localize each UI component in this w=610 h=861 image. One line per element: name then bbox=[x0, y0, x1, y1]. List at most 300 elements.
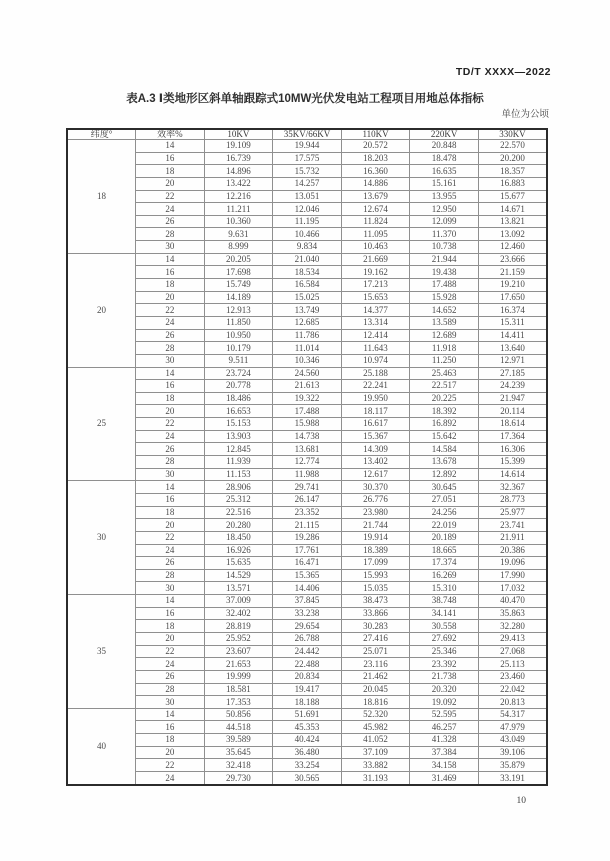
value-cell: 19.950 bbox=[341, 392, 410, 405]
table-header-row bbox=[67, 129, 547, 140]
table-row bbox=[67, 683, 547, 696]
efficiency-cell: 30 bbox=[136, 696, 205, 709]
efficiency-cell: 18 bbox=[136, 279, 205, 292]
value-cell: 28.773 bbox=[478, 493, 547, 506]
value-cell: 34.158 bbox=[410, 759, 479, 772]
value-cell: 15.161 bbox=[410, 177, 479, 190]
value-cell: 23.666 bbox=[478, 253, 547, 266]
value-cell: 37.109 bbox=[341, 746, 410, 759]
value-cell: 14.614 bbox=[478, 468, 547, 481]
value-cell: 11.643 bbox=[341, 342, 410, 355]
table-row bbox=[67, 772, 547, 785]
value-cell: 21.738 bbox=[410, 670, 479, 683]
value-cell: 24.239 bbox=[478, 380, 547, 393]
value-cell: 19.322 bbox=[273, 392, 342, 405]
table-row bbox=[67, 746, 547, 759]
value-cell: 27.051 bbox=[410, 493, 479, 506]
value-cell: 23.607 bbox=[204, 645, 273, 658]
efficiency-cell: 24 bbox=[136, 658, 205, 671]
value-cell: 21.115 bbox=[273, 519, 342, 532]
table-row bbox=[67, 165, 547, 178]
efficiency-cell: 14 bbox=[136, 253, 205, 266]
table-row bbox=[67, 228, 547, 241]
value-cell: 10.974 bbox=[341, 354, 410, 367]
value-cell: 30.283 bbox=[341, 620, 410, 633]
efficiency-cell: 20 bbox=[136, 746, 205, 759]
value-cell: 20.114 bbox=[478, 405, 547, 418]
value-cell: 18.614 bbox=[478, 418, 547, 431]
value-cell: 17.990 bbox=[478, 569, 547, 582]
value-cell: 12.099 bbox=[410, 215, 479, 228]
value-cell: 11.211 bbox=[204, 203, 273, 216]
value-cell: 38.473 bbox=[341, 595, 410, 608]
value-cell: 50.856 bbox=[204, 708, 273, 721]
value-cell: 18.188 bbox=[273, 696, 342, 709]
table-row bbox=[67, 506, 547, 519]
value-cell: 19.914 bbox=[341, 531, 410, 544]
value-cell: 35.879 bbox=[478, 759, 547, 772]
value-cell: 28.819 bbox=[204, 620, 273, 633]
value-cell: 10.346 bbox=[273, 354, 342, 367]
column-header-1: 效率% bbox=[136, 129, 205, 140]
value-cell: 20.778 bbox=[204, 380, 273, 393]
value-cell: 16.739 bbox=[204, 152, 273, 165]
column-header-5: 220KV bbox=[410, 129, 479, 140]
value-cell: 25.463 bbox=[410, 367, 479, 380]
latitude-cell: 18 bbox=[67, 140, 136, 254]
value-cell: 12.046 bbox=[273, 203, 342, 216]
efficiency-cell: 22 bbox=[136, 190, 205, 203]
table-row bbox=[67, 177, 547, 190]
efficiency-cell: 16 bbox=[136, 721, 205, 734]
value-cell: 16.471 bbox=[273, 557, 342, 570]
value-cell: 33.254 bbox=[273, 759, 342, 772]
value-cell: 18.581 bbox=[204, 683, 273, 696]
value-cell: 17.364 bbox=[478, 430, 547, 443]
value-cell: 23.352 bbox=[273, 506, 342, 519]
efficiency-cell: 14 bbox=[136, 140, 205, 153]
efficiency-cell: 22 bbox=[136, 645, 205, 658]
value-cell: 29.741 bbox=[273, 481, 342, 494]
value-cell: 12.617 bbox=[341, 468, 410, 481]
value-cell: 23.392 bbox=[410, 658, 479, 671]
value-cell: 16.617 bbox=[341, 418, 410, 431]
value-cell: 20.386 bbox=[478, 544, 547, 557]
value-cell: 28.906 bbox=[204, 481, 273, 494]
value-cell: 36.480 bbox=[273, 746, 342, 759]
value-cell: 41.052 bbox=[341, 734, 410, 747]
table-row bbox=[67, 392, 547, 405]
value-cell: 17.488 bbox=[273, 405, 342, 418]
efficiency-cell: 22 bbox=[136, 531, 205, 544]
value-cell: 18.478 bbox=[410, 152, 479, 165]
table-row bbox=[67, 203, 547, 216]
value-cell: 15.310 bbox=[410, 582, 479, 595]
value-cell: 40.470 bbox=[478, 595, 547, 608]
value-cell: 13.749 bbox=[273, 304, 342, 317]
value-cell: 10.179 bbox=[204, 342, 273, 355]
efficiency-cell: 28 bbox=[136, 683, 205, 696]
efficiency-cell: 16 bbox=[136, 380, 205, 393]
value-cell: 17.650 bbox=[478, 291, 547, 304]
table-row bbox=[67, 582, 547, 595]
efficiency-cell: 20 bbox=[136, 519, 205, 532]
value-cell: 15.642 bbox=[410, 430, 479, 443]
efficiency-cell: 22 bbox=[136, 304, 205, 317]
efficiency-cell: 22 bbox=[136, 418, 205, 431]
value-cell: 15.153 bbox=[204, 418, 273, 431]
table-row bbox=[67, 140, 547, 153]
table-row bbox=[67, 658, 547, 671]
value-cell: 17.761 bbox=[273, 544, 342, 557]
value-cell: 12.774 bbox=[273, 456, 342, 469]
value-cell: 12.460 bbox=[478, 241, 547, 254]
value-cell: 19.999 bbox=[204, 670, 273, 683]
column-header-3: 35KV/66KV bbox=[273, 129, 342, 140]
value-cell: 17.213 bbox=[341, 279, 410, 292]
value-cell: 16.926 bbox=[204, 544, 273, 557]
value-cell: 33.238 bbox=[273, 607, 342, 620]
value-cell: 22.241 bbox=[341, 380, 410, 393]
value-cell: 11.824 bbox=[341, 215, 410, 228]
value-cell: 32.418 bbox=[204, 759, 273, 772]
value-cell: 45.353 bbox=[273, 721, 342, 734]
value-cell: 15.311 bbox=[478, 316, 547, 329]
value-cell: 35.863 bbox=[478, 607, 547, 620]
value-cell: 20.813 bbox=[478, 696, 547, 709]
value-cell: 13.422 bbox=[204, 177, 273, 190]
value-cell: 39.589 bbox=[204, 734, 273, 747]
value-cell: 52.320 bbox=[341, 708, 410, 721]
value-cell: 26.147 bbox=[273, 493, 342, 506]
value-cell: 16.269 bbox=[410, 569, 479, 582]
value-cell: 30.565 bbox=[273, 772, 342, 785]
value-cell: 15.988 bbox=[273, 418, 342, 431]
efficiency-cell: 28 bbox=[136, 228, 205, 241]
value-cell: 13.051 bbox=[273, 190, 342, 203]
table-row bbox=[67, 456, 547, 469]
value-cell: 29.730 bbox=[204, 772, 273, 785]
table-row bbox=[67, 418, 547, 431]
value-cell: 26.788 bbox=[273, 632, 342, 645]
value-cell: 15.732 bbox=[273, 165, 342, 178]
value-cell: 11.918 bbox=[410, 342, 479, 355]
table-row bbox=[67, 531, 547, 544]
value-cell: 21.040 bbox=[273, 253, 342, 266]
efficiency-cell: 20 bbox=[136, 405, 205, 418]
value-cell: 13.640 bbox=[478, 342, 547, 355]
table-row bbox=[67, 380, 547, 393]
value-cell: 16.892 bbox=[410, 418, 479, 431]
table-head bbox=[67, 129, 547, 140]
value-cell: 27.185 bbox=[478, 367, 547, 380]
value-cell: 21.744 bbox=[341, 519, 410, 532]
value-cell: 14.406 bbox=[273, 582, 342, 595]
value-cell: 16.374 bbox=[478, 304, 547, 317]
value-cell: 43.049 bbox=[478, 734, 547, 747]
value-cell: 14.411 bbox=[478, 329, 547, 342]
value-cell: 20.848 bbox=[410, 140, 479, 153]
value-cell: 16.635 bbox=[410, 165, 479, 178]
value-cell: 21.613 bbox=[273, 380, 342, 393]
value-cell: 33.866 bbox=[341, 607, 410, 620]
value-cell: 23.741 bbox=[478, 519, 547, 532]
value-cell: 24.560 bbox=[273, 367, 342, 380]
value-cell: 18.392 bbox=[410, 405, 479, 418]
latitude-cell: 30 bbox=[67, 481, 136, 595]
unit-note: 单位为公顷 bbox=[501, 110, 549, 120]
efficiency-cell: 26 bbox=[136, 329, 205, 342]
efficiency-cell: 22 bbox=[136, 759, 205, 772]
value-cell: 15.928 bbox=[410, 291, 479, 304]
efficiency-cell: 30 bbox=[136, 241, 205, 254]
value-cell: 12.892 bbox=[410, 468, 479, 481]
value-cell: 21.653 bbox=[204, 658, 273, 671]
table-row bbox=[67, 759, 547, 772]
value-cell: 14.377 bbox=[341, 304, 410, 317]
table-row bbox=[67, 493, 547, 506]
value-cell: 41.328 bbox=[410, 734, 479, 747]
value-cell: 8.999 bbox=[204, 241, 273, 254]
value-cell: 15.653 bbox=[341, 291, 410, 304]
value-cell: 25.188 bbox=[341, 367, 410, 380]
efficiency-cell: 26 bbox=[136, 557, 205, 570]
value-cell: 12.950 bbox=[410, 203, 479, 216]
table-row bbox=[67, 708, 547, 721]
latitude-cell: 35 bbox=[67, 595, 136, 709]
value-cell: 20.189 bbox=[410, 531, 479, 544]
value-cell: 16.883 bbox=[478, 177, 547, 190]
value-cell: 18.486 bbox=[204, 392, 273, 405]
efficiency-cell: 16 bbox=[136, 266, 205, 279]
value-cell: 52.595 bbox=[410, 708, 479, 721]
value-cell: 9.511 bbox=[204, 354, 273, 367]
table-row bbox=[67, 291, 547, 304]
value-cell: 20.572 bbox=[341, 140, 410, 153]
efficiency-cell: 24 bbox=[136, 772, 205, 785]
value-cell: 21.159 bbox=[478, 266, 547, 279]
value-cell: 20.834 bbox=[273, 670, 342, 683]
value-cell: 16.653 bbox=[204, 405, 273, 418]
value-cell: 31.193 bbox=[341, 772, 410, 785]
value-cell: 21.947 bbox=[478, 392, 547, 405]
value-cell: 16.306 bbox=[478, 443, 547, 456]
efficiency-cell: 18 bbox=[136, 506, 205, 519]
table-row bbox=[67, 620, 547, 633]
table-body bbox=[67, 140, 547, 786]
table-row bbox=[67, 557, 547, 570]
value-cell: 45.982 bbox=[341, 721, 410, 734]
table-row bbox=[67, 696, 547, 709]
latitude-cell: 40 bbox=[67, 708, 136, 785]
value-cell: 15.367 bbox=[341, 430, 410, 443]
value-cell: 20.045 bbox=[341, 683, 410, 696]
efficiency-cell: 16 bbox=[136, 152, 205, 165]
value-cell: 14.529 bbox=[204, 569, 273, 582]
efficiency-cell: 14 bbox=[136, 367, 205, 380]
column-header-6: 330KV bbox=[478, 129, 547, 140]
value-cell: 30.370 bbox=[341, 481, 410, 494]
efficiency-cell: 18 bbox=[136, 392, 205, 405]
value-cell: 12.971 bbox=[478, 354, 547, 367]
efficiency-cell: 28 bbox=[136, 456, 205, 469]
value-cell: 17.353 bbox=[204, 696, 273, 709]
value-cell: 13.402 bbox=[341, 456, 410, 469]
value-cell: 11.250 bbox=[410, 354, 479, 367]
value-cell: 10.738 bbox=[410, 241, 479, 254]
efficiency-cell: 28 bbox=[136, 569, 205, 582]
land-use-indicator-table bbox=[66, 128, 548, 786]
value-cell: 14.652 bbox=[410, 304, 479, 317]
efficiency-cell: 16 bbox=[136, 493, 205, 506]
value-cell: 22.517 bbox=[410, 380, 479, 393]
value-cell: 27.068 bbox=[478, 645, 547, 658]
efficiency-cell: 18 bbox=[136, 165, 205, 178]
table-row bbox=[67, 367, 547, 380]
value-cell: 24.442 bbox=[273, 645, 342, 658]
value-cell: 30.558 bbox=[410, 620, 479, 633]
value-cell: 9.834 bbox=[273, 241, 342, 254]
value-cell: 15.025 bbox=[273, 291, 342, 304]
standard-doc-code: TD/T XXXX—2022 bbox=[455, 66, 551, 78]
value-cell: 26.776 bbox=[341, 493, 410, 506]
value-cell: 12.689 bbox=[410, 329, 479, 342]
value-cell: 11.153 bbox=[204, 468, 273, 481]
efficiency-cell: 14 bbox=[136, 708, 205, 721]
value-cell: 19.092 bbox=[410, 696, 479, 709]
value-cell: 19.438 bbox=[410, 266, 479, 279]
value-cell: 18.117 bbox=[341, 405, 410, 418]
value-cell: 19.096 bbox=[478, 557, 547, 570]
value-cell: 10.463 bbox=[341, 241, 410, 254]
page-number: 10 bbox=[516, 796, 526, 806]
latitude-cell: 20 bbox=[67, 253, 136, 367]
value-cell: 20.320 bbox=[410, 683, 479, 696]
value-cell: 18.357 bbox=[478, 165, 547, 178]
table-row bbox=[67, 354, 547, 367]
column-header-0: 纬度° bbox=[67, 129, 136, 140]
table-row bbox=[67, 595, 547, 608]
table-row bbox=[67, 190, 547, 203]
value-cell: 23.980 bbox=[341, 506, 410, 519]
value-cell: 24.256 bbox=[410, 506, 479, 519]
value-cell: 20.225 bbox=[410, 392, 479, 405]
value-cell: 15.677 bbox=[478, 190, 547, 203]
value-cell: 39.106 bbox=[478, 746, 547, 759]
value-cell: 19.109 bbox=[204, 140, 273, 153]
efficiency-cell: 24 bbox=[136, 430, 205, 443]
value-cell: 11.988 bbox=[273, 468, 342, 481]
value-cell: 15.749 bbox=[204, 279, 273, 292]
value-cell: 22.042 bbox=[478, 683, 547, 696]
value-cell: 34.141 bbox=[410, 607, 479, 620]
value-cell: 19.162 bbox=[341, 266, 410, 279]
value-cell: 14.309 bbox=[341, 443, 410, 456]
value-cell: 15.035 bbox=[341, 582, 410, 595]
value-cell: 19.210 bbox=[478, 279, 547, 292]
value-cell: 12.845 bbox=[204, 443, 273, 456]
efficiency-cell: 30 bbox=[136, 354, 205, 367]
efficiency-cell: 30 bbox=[136, 582, 205, 595]
value-cell: 31.469 bbox=[410, 772, 479, 785]
value-cell: 17.698 bbox=[204, 266, 273, 279]
value-cell: 44.518 bbox=[204, 721, 273, 734]
value-cell: 12.913 bbox=[204, 304, 273, 317]
value-cell: 19.944 bbox=[273, 140, 342, 153]
value-cell: 21.911 bbox=[478, 531, 547, 544]
table-row bbox=[67, 670, 547, 683]
value-cell: 32.367 bbox=[478, 481, 547, 494]
value-cell: 17.575 bbox=[273, 152, 342, 165]
value-cell: 11.786 bbox=[273, 329, 342, 342]
value-cell: 11.850 bbox=[204, 316, 273, 329]
value-cell: 25.952 bbox=[204, 632, 273, 645]
table-row bbox=[67, 266, 547, 279]
value-cell: 15.399 bbox=[478, 456, 547, 469]
value-cell: 18.389 bbox=[341, 544, 410, 557]
table-row bbox=[67, 607, 547, 620]
value-cell: 18.816 bbox=[341, 696, 410, 709]
value-cell: 22.516 bbox=[204, 506, 273, 519]
table-row bbox=[67, 215, 547, 228]
value-cell: 23.460 bbox=[478, 670, 547, 683]
efficiency-cell: 18 bbox=[136, 620, 205, 633]
table-row bbox=[67, 329, 547, 342]
value-cell: 13.679 bbox=[341, 190, 410, 203]
value-cell: 9.631 bbox=[204, 228, 273, 241]
value-cell: 15.635 bbox=[204, 557, 273, 570]
value-cell: 13.681 bbox=[273, 443, 342, 456]
value-cell: 20.205 bbox=[204, 253, 273, 266]
efficiency-cell: 20 bbox=[136, 177, 205, 190]
value-cell: 14.257 bbox=[273, 177, 342, 190]
value-cell: 27.692 bbox=[410, 632, 479, 645]
value-cell: 14.671 bbox=[478, 203, 547, 216]
value-cell: 22.488 bbox=[273, 658, 342, 671]
value-cell: 37.384 bbox=[410, 746, 479, 759]
table-row bbox=[67, 304, 547, 317]
value-cell: 35.645 bbox=[204, 746, 273, 759]
value-cell: 30.645 bbox=[410, 481, 479, 494]
efficiency-cell: 24 bbox=[136, 203, 205, 216]
value-cell: 12.685 bbox=[273, 316, 342, 329]
value-cell: 38.748 bbox=[410, 595, 479, 608]
table-title: 表A.3 Ⅰ类地形区斜单轴跟踪式10MW光伏发电站工程项目用地总体指标 bbox=[126, 93, 484, 105]
value-cell: 10.360 bbox=[204, 215, 273, 228]
value-cell: 13.571 bbox=[204, 582, 273, 595]
value-cell: 46.257 bbox=[410, 721, 479, 734]
efficiency-cell: 26 bbox=[136, 443, 205, 456]
value-cell: 18.665 bbox=[410, 544, 479, 557]
value-cell: 13.092 bbox=[478, 228, 547, 241]
value-cell: 20.200 bbox=[478, 152, 547, 165]
latitude-cell: 25 bbox=[67, 367, 136, 481]
value-cell: 21.462 bbox=[341, 670, 410, 683]
value-cell: 14.738 bbox=[273, 430, 342, 443]
efficiency-cell: 30 bbox=[136, 468, 205, 481]
value-cell: 25.312 bbox=[204, 493, 273, 506]
value-cell: 18.450 bbox=[204, 531, 273, 544]
value-cell: 11.095 bbox=[341, 228, 410, 241]
efficiency-cell: 24 bbox=[136, 544, 205, 557]
table-row bbox=[67, 544, 547, 557]
value-cell: 12.414 bbox=[341, 329, 410, 342]
value-cell: 23.724 bbox=[204, 367, 273, 380]
table-row bbox=[67, 721, 547, 734]
value-cell: 22.570 bbox=[478, 140, 547, 153]
value-cell: 37.845 bbox=[273, 595, 342, 608]
value-cell: 19.417 bbox=[273, 683, 342, 696]
